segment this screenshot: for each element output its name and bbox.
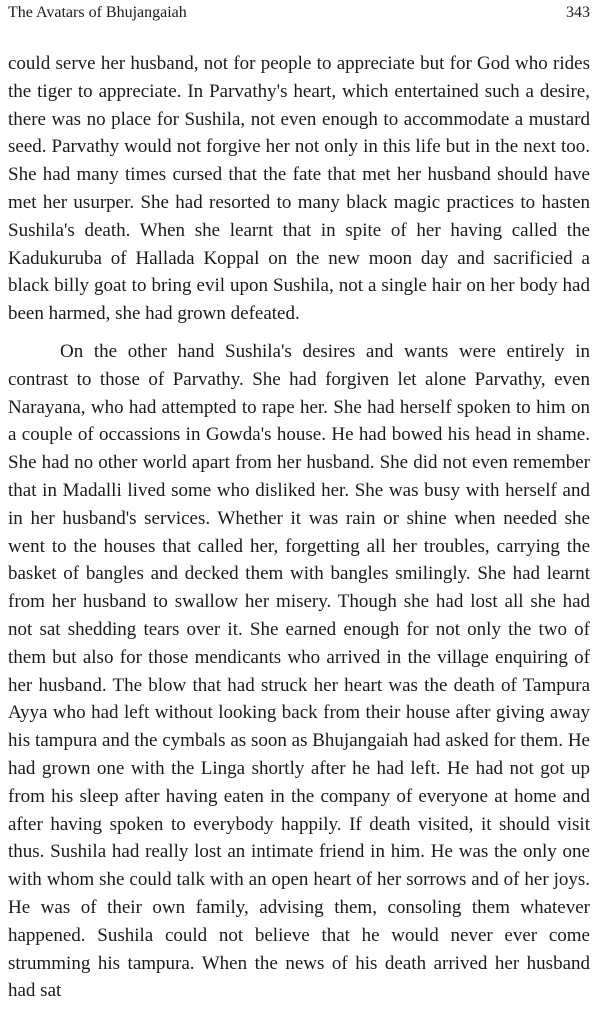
book-title: The Avatars of Bhujangaiah: [8, 4, 187, 21]
running-header: [8, 2, 590, 24]
paragraph-continuation: could serve her husband, not for people to appreciate but for God who rides the tiger to appreciate. In Parvathy's heart, which entertained such a desire, there was no place for Sushila, not even enough to accommodate a mustard seed. Parvathy would not forgive her not only in this life but in the next too. She had many times cursed that the fate that met her husband should have met her usurper. She had resorted to many black magic practices to hasten Sushila's death. When she learnt that in spite of her having called the Kadukuruba of Hallada Koppal on the new moon day and sacrificied a black billy goat to bring evil upon Sushila, not a single hair on her body had been harmed, she had grown defeated.: [8, 53, 590, 325]
paragraph-sushila-desires: On the other hand Sushila's desires and wants were entirely in contrast to those of Parvathy. She had forgiven let alone Parvathy, even Narayana, who had attempted to rape her. She had herself spoken to him on a couple of occassions in Gowda's house. He had bowed his head in shame. She had no other world apart from her husband. She did not even remember that in Madalli lived some who disliked her. She was busy with herself and in her husband's services. Whether it was rain or shine when needed she went to the houses that called her, forgetting all her troubles, carrying the basket of bangles and decked them with bangles smilingly. She had learnt from her husband to swallow her misery. Though she had lost all she had not sat shedding tears over it. She earned enough for not only the two of them but also for those mendicants who arrived in the village enquiring of her husband. The blow that had struck her heart was the death of Tampura Ayya who had left without looking back from their house after giving away his tampura and the cymbals as soon as Bhujangaiah had asked for them. He had grown one with the Linga shortly after he had left. He had not got up from his sleep after having eaten in the company of everyone at home and after having spoken to everybody happily. If death visited, it should visit thus. Sushila had really lost an intimate friend in him. He was the only one with whom she could talk with an open heart of her sorrows and of her joys. He was of their own family, advising them, consoling them whatever happened. Sushila could not believe that he would never ever come strumming his tampura. When the news of his death arrived her husband had sat: [8, 340, 590, 1002]
body-text: [8, 50, 590, 1005]
page-number: 343: [566, 4, 590, 21]
